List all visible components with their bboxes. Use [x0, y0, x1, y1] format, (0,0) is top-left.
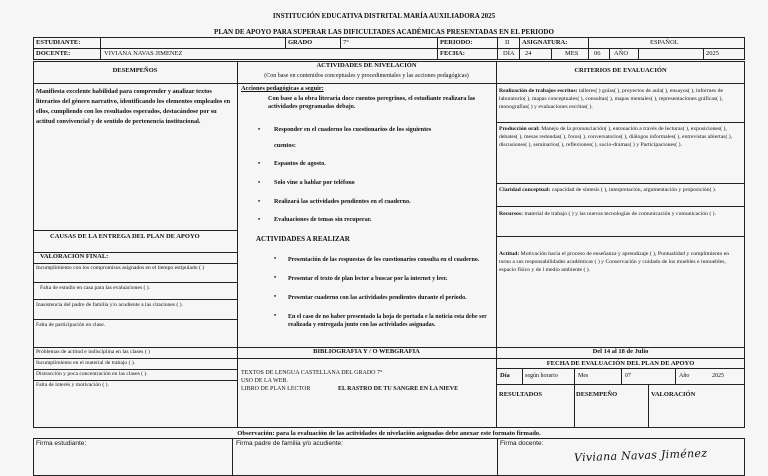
biblio-line: LIBRO DE PLAN LECTOR [241, 386, 311, 392]
criterio-line [496, 206, 745, 207]
criterio-line [496, 122, 745, 123]
eval-title: FECHA DE EVALUACIÓN DEL PLAN DE APOYO [546, 360, 695, 367]
resultados-label: RESULTADOS [499, 391, 542, 398]
sep [574, 368, 575, 384]
sep [232, 438, 233, 476]
year-value: 2025 [706, 50, 719, 57]
actividades-header: ACTIVIDADES DE NIVELACIÓN [316, 62, 417, 69]
realizar-bullet: • [274, 274, 277, 281]
accion-item: Realizará las actividades pendientes en el cuaderno. [274, 198, 411, 205]
valoracion-final-label: VALORACIÓN FINAL: [40, 253, 109, 260]
causa-item: Falta de participación en clase. [36, 322, 106, 328]
accion-item: Responder en el cuaderno los cuestionarios de los siguientes [274, 126, 432, 133]
realizar-bullet: • [274, 312, 277, 319]
teacher-signature: Viviana Navas Jiménez [573, 446, 708, 465]
criterio-label: Recursos: [499, 211, 524, 217]
causas-title: CAUSAS DE LA ENTREGA DEL PLAN DE APOYO [50, 233, 200, 240]
row-line [33, 369, 237, 370]
plan-lector-title: EL RASTRO DE TU SANGRE EN LA NIEVE [338, 386, 459, 392]
desempeno-label: DESEMPEÑO [576, 391, 618, 398]
institution-title: INSTITUCIÓN EDUCATIVA DISTRITAL MARÍA AUXILIADORA 2025 [272, 12, 496, 20]
desempenos-header: DESEMPEÑOS [112, 67, 158, 74]
causa-item: Falta de interés y motivación ( ). [36, 382, 109, 388]
eval-line [496, 384, 745, 385]
sep [497, 438, 498, 476]
sep [285, 37, 286, 48]
sep [638, 48, 639, 60]
causa-item: Distracción y poca concentración en las clases ( ). [36, 371, 148, 377]
desempeno-text: Manifiesta excelente habilidad para comprender y analizar textos literarios del género narrativo, identificando los elementos empleados en ellos, cumpliendo con los resultados esperados, destacándose por su actitud convivencial y de sentido de pertenencia institucional. [36, 88, 231, 125]
row-line [33, 299, 237, 300]
teacher-value: VIVIANA NAVAS JIMENEZ [104, 50, 183, 57]
criterio-text: material de trabajo ( ) y las nuevas tecnologías de comunicación y comunicación ( ). [523, 211, 717, 217]
period-label: PERIODO: [440, 39, 473, 46]
accion-bullet: • [258, 126, 261, 133]
criterio-recursos [499, 210, 742, 218]
criterio-label: Actitud: [499, 251, 520, 257]
day-value: 24 [525, 50, 532, 57]
sep [609, 48, 610, 60]
eval-dia-value: según horario [525, 373, 558, 379]
sep [703, 48, 704, 60]
criterio-label: Claridad conceptual: [499, 187, 551, 193]
criterio-line [496, 183, 745, 184]
period-value: II [505, 39, 510, 46]
firma-docente-label[interactable]: Firma docente: [500, 440, 544, 447]
row-line [33, 358, 237, 359]
accion-item: cuentos: [274, 142, 296, 149]
causa-item: Falta de estudio en casa para las evaluaciones ( ). [40, 285, 150, 291]
day-label: DÍA [503, 50, 515, 57]
criterio-label: Realización de trabajos escritos: [499, 88, 578, 94]
criterio-line [496, 236, 745, 237]
firma-padre-label[interactable]: Firma padre de familia y/o acudiente: [236, 440, 343, 447]
causa-item: Incumplimiento con los compromisos asignados en el tiempo estipulado ( ) [36, 265, 205, 271]
accion-bullet: • [258, 198, 261, 205]
eval-mes-label: Mes [578, 373, 589, 379]
accion-item: Solo vine a hablar por teléfono [274, 179, 355, 186]
sep [588, 37, 589, 60]
criterio-actitud [499, 250, 742, 274]
criterio-text: Manejo de la pronunciación( ), entonación a través de lecturas( ), exposiciones( ), debates( ), mesas redondas( ), foros( ), conversatorios( ), diálogos informales( ), entrevistas abiertas( ), discusiones( ), seminarios( ), reflexiones( ), socio-dramas( ) y Participaciones( ). [499, 126, 733, 148]
eval-dates: Del 14 al 18 de Julio [592, 348, 649, 355]
teacher-label: DOCENTE: [36, 50, 71, 57]
actividades-realizar-title: ACTIVIDADES A REALIZAR [256, 235, 350, 243]
causas-list-top [33, 263, 237, 264]
bibliografia-title: BIBLIOGRAFIA Y / O WEBGRAFIA [313, 348, 420, 355]
valoracion-label: VALORACIÓN [651, 391, 696, 398]
observacion-note: Observación: para la evaluación de las actividades de nivelación asignadas debe anexar este formato firmado. [237, 430, 541, 437]
accion-item: Evaluaciones de temas sin recuperar. [274, 216, 372, 223]
grade-label: GRADO [288, 39, 313, 46]
sep [551, 48, 552, 60]
accion-item: Espantos de agosto. [274, 160, 326, 167]
eval-dia-label: Día [500, 372, 510, 379]
criterio-oral [499, 125, 742, 149]
sep [648, 384, 649, 428]
causa-item: Problemas de actitud e indisciplina en las clases ( ) [36, 349, 150, 355]
sep [621, 368, 622, 384]
causa-item: Inasistencia del padre de familia y/o acudiente a las citaciones ( ). [36, 302, 183, 308]
criterio-claridad [499, 186, 742, 194]
row-line [33, 347, 237, 348]
realizar-item: Presentar cuaderno con las actividades pendientes durante el periodo. [288, 295, 467, 301]
sep [497, 37, 498, 60]
eval-ano-label: Año [679, 373, 690, 379]
accion-bullet: • [258, 160, 261, 167]
sep [574, 384, 575, 428]
date-label: FECHA: [440, 50, 465, 57]
sep [100, 37, 101, 60]
realizar-bullet: • [274, 293, 277, 300]
criterio-realizacion [499, 87, 742, 111]
col-sep-1 [237, 61, 238, 428]
plan-title: PLAN DE APOYO PARA SUPERAR LAS DIFICULTADES ACADÉMICAS PRESENTADAS EN EL PERIODO [214, 28, 554, 36]
realizar-item: Presentar el texto de plan lector a buscar por la internet y leer. [288, 276, 448, 282]
eval-ano-value: 2025 [712, 373, 724, 379]
criterios-header: CRITERIOS DE EVALUACIÓN [574, 67, 667, 74]
biblio-sub-line [237, 358, 496, 359]
biblio-line: TEXTOS DE LENGUA CASTELLANA DEL GRADO 7° [241, 370, 383, 376]
criterio-label: Producción oral: [499, 126, 540, 132]
realizar-bullet: • [274, 255, 277, 262]
criterio-text: Motivación hacia el proceso de enseñanza y aprendizaje ( ), Puntualidad y cumplimiento en torno a sus responsabilidades académicas ( ) y Conservación y cuidado de los muebles e inmuebles, espacio físico y de l medio ambiente ( ). [499, 251, 730, 273]
actividades-subheader: (Con base en contenidos conceptuales y procedimentales y las acciones pedagógicas) [264, 73, 469, 79]
criterio-text: capacidad de síntesis ( ), interpretación, argumentación y proposición( ). [550, 187, 717, 193]
subject-value: ESPAÑOL [650, 39, 679, 46]
sep [340, 37, 341, 48]
month-label: MES [565, 50, 579, 57]
student-label: ESTUDIANTE: [36, 39, 81, 46]
sep [519, 37, 520, 60]
row-line [33, 282, 237, 283]
grade-value: 7° [343, 39, 349, 46]
row-line [33, 319, 237, 320]
subject-label: ASIGNATURA: [522, 39, 568, 46]
eval-mes-value: 07 [625, 373, 631, 379]
year-label: AÑO [614, 50, 629, 57]
sep [675, 368, 676, 384]
realizar-item: En el caso de no haber presentado la hoja de portada e la noticia esta debe ser realizada y entregada junto con las actividades asignadas. [288, 314, 487, 328]
accion-bullet: • [258, 179, 261, 186]
sep [437, 37, 438, 60]
eval-line [496, 358, 745, 359]
criterio-text: talleres( ) guías( ), proyectos de aula( ), ensayos( ), informes de laboratorio( ), mapas conceptuales( ), consultas( ), mapas mentales( ), representaciones gráficas( ), monografías( ) y evaluaciones escritas( ). [499, 88, 723, 110]
acciones-intro: Con base a la obra literaria doce cuentos peregrinos, el estudiante realizara las actividades programadas debajo. [268, 95, 476, 110]
causa-item: Incumplimiento en el material de trabajo ( ). [36, 360, 136, 366]
realizar-item: Presentación de las respuestas de los cuestionarios consulta en el cuaderno. [288, 257, 480, 263]
row-line [33, 380, 237, 381]
sep [522, 368, 523, 384]
col-sep-2 [496, 61, 497, 428]
accion-bullet: • [258, 216, 261, 223]
biblio-line: USO DE LA WEB. [241, 378, 288, 384]
month-value: 06 [594, 50, 601, 57]
acciones-label: Acciones pedagógicas a seguir: [241, 85, 324, 92]
firma-estudiante-label[interactable]: Firma estudiante: [36, 440, 87, 447]
causas-top-line [33, 230, 237, 231]
